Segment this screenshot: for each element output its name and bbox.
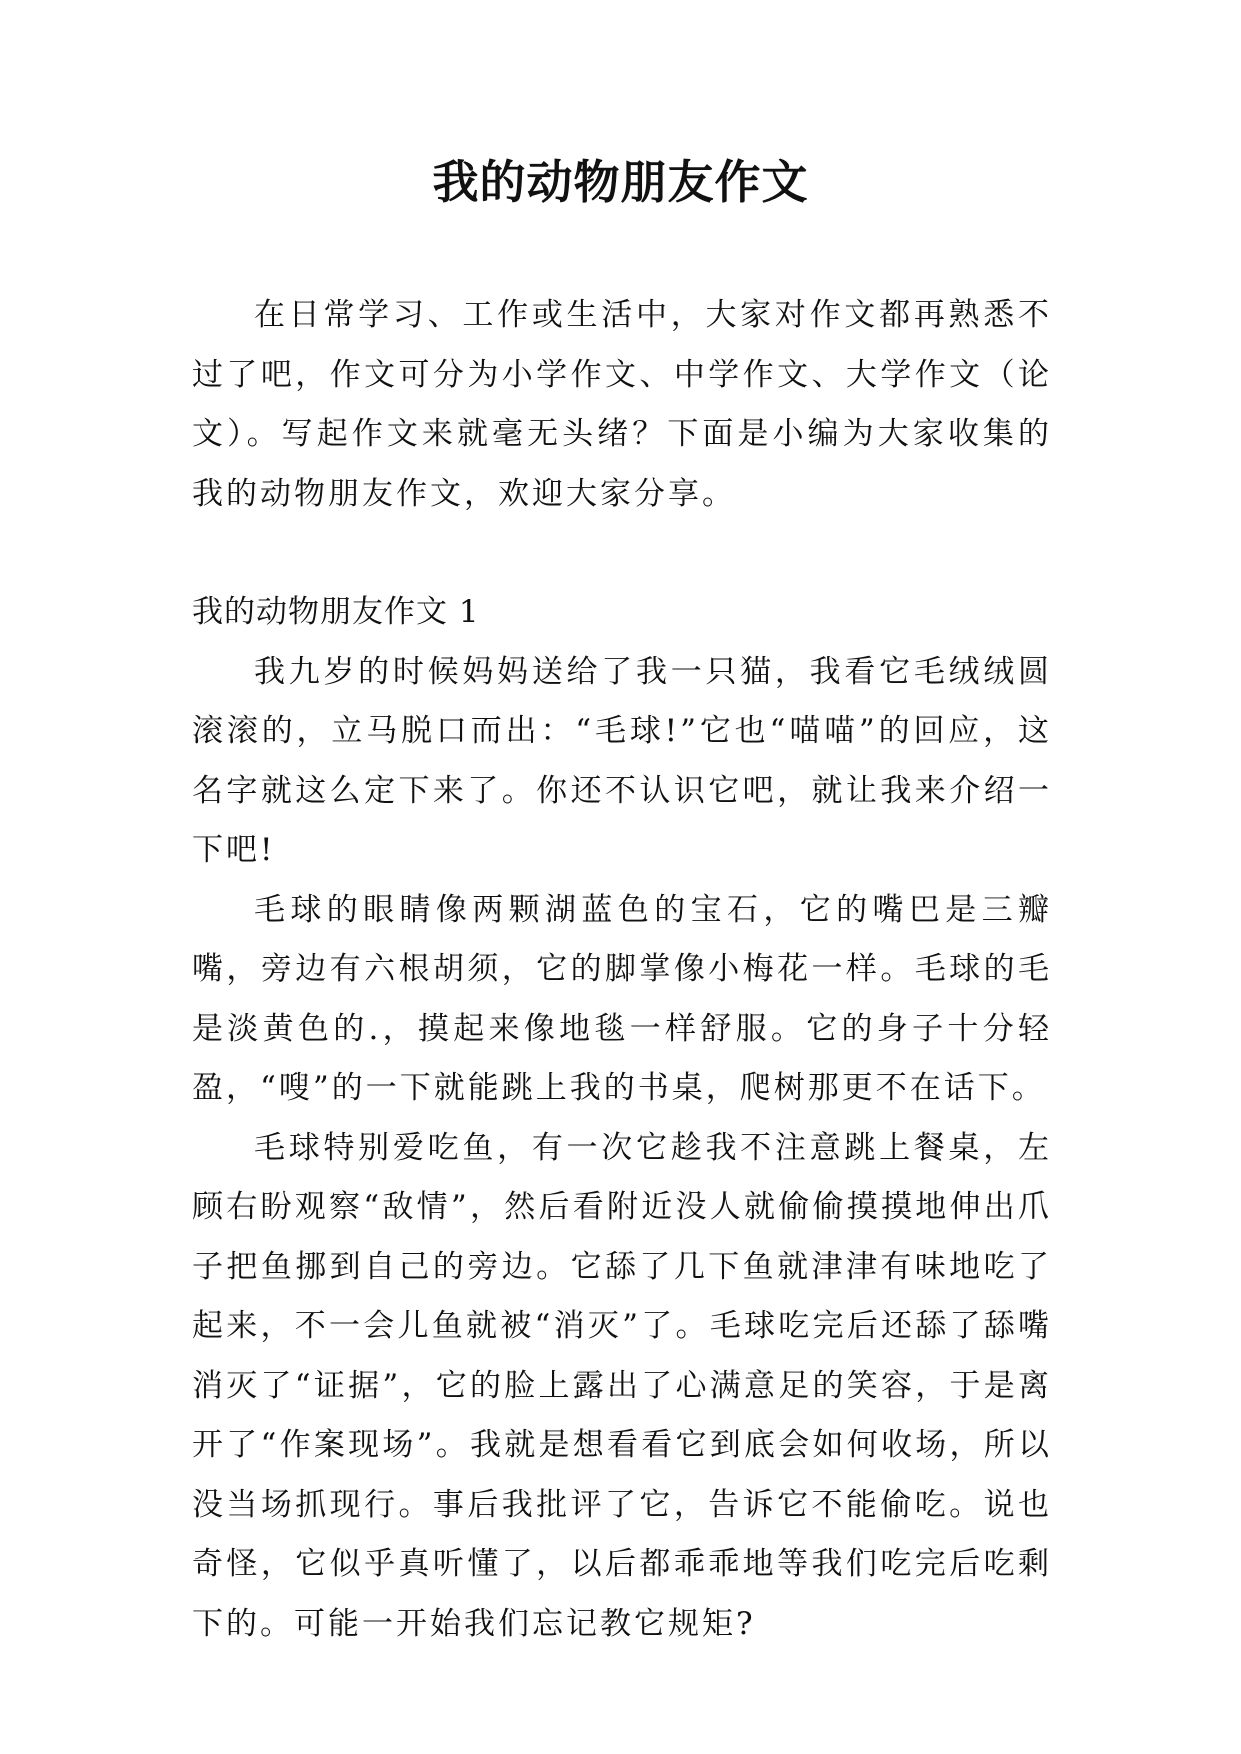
- document-title: 我的动物朋友作文: [432, 155, 809, 209]
- body-paragraph-3: 毛球特别爱吃鱼，有一次它趁我不注意跳上餐桌，左顾右盼观察“敌情”，然后看附近没人就偷偷摸摸地伸出爪子把鱼挪到自己的旁边。它舔了几下鱼就津津有味地吃了起来，不一会儿鱼就被“消灭”了。毛球吃完后还舔了舔嘴消灭了“证据”，它的脸上露出了心满意足的笑容，于是离开了“作案现场”。我就是想看看它到底会如何收场，所以没当场抓现行。事后我批评了它，告诉它不能偷吃。说也奇怪，它似乎真听懂了，以后都乖乖地等我们吃完后吃剩下的。可能一开始我们忘记教它规矩?: [192, 1129, 1052, 1642]
- section-heading: 我的动物朋友作文 1: [192, 594, 480, 630]
- body-paragraph-2: 毛球的眼睛像两颗湖蓝色的宝石，它的嘴巴是三瓣嘴，旁边有六根胡须，它的脚掌像小梅花一样。毛球的毛是淡黄色的.，摸起来像地毯一样舒服。它的身子十分轻盈，“嗖”的一下就能跳上我的书桌，爬树那更不在话下。: [192, 891, 1052, 1106]
- body-paragraph-1: 我九岁的时候妈妈送给了我一只猫，我看它毛绒绒圆滚滚的，立马脱口而出：“毛球!”它也“喵喵”的回应，这名字就这么定下来了。你还不认识它吧，就让我来介绍一下吧!: [192, 653, 1052, 868]
- document-body: [192, 286, 1052, 1654]
- intro-paragraph: 在日常学习、工作或生活中，大家对作文都再熟悉不过了吧，作文可分为小学作文、中学作文、大学作文（论文）。写起作文来就毫无头绪？下面是小编为大家收集的我的动物朋友作文，欢迎大家分享。: [192, 297, 1052, 512]
